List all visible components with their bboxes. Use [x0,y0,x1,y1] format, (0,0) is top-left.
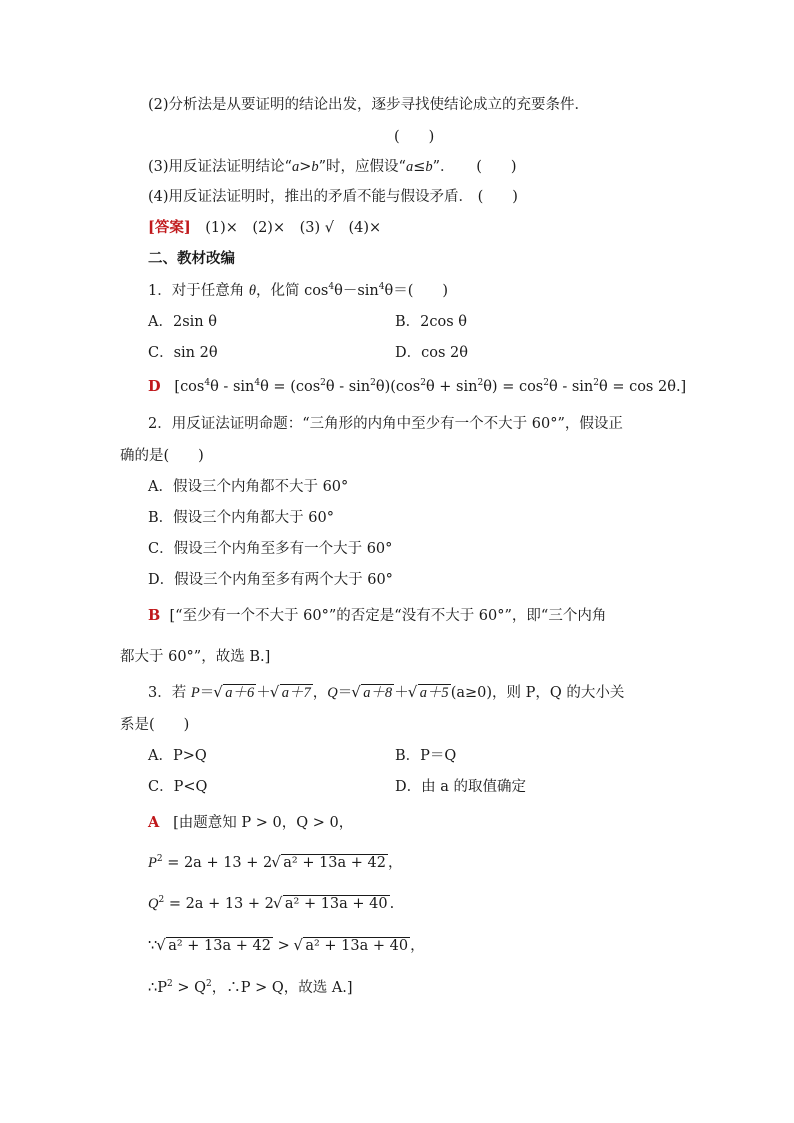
q2-answer-line1: B [“至少有一个不大于 60°”的否定是“没有不大于 60°”，即“三个内角 [148,607,607,624]
tf-item-3: (3)用反证法证明结论“a>b”时，应假设“a≤b”． ( ) [148,159,517,175]
q2-option-c: C．假设三个内角至多有一个大于 60° [148,541,393,557]
q3-option-d: D．由 a 的取值确定 [395,779,526,795]
q3-answer-line1: A [由题意知 P > 0，Q > 0， [148,814,354,831]
tf-item-2-paren: ( ) [394,129,435,145]
section-title: 二、教材改编 [148,250,235,267]
q1-option-a: A．2sin θ [148,314,217,330]
q1-option-c: C．sin 2θ [148,345,218,361]
q3-stem-line2: 系是( ) [120,717,190,733]
q2-stem-line1: 2．用反证法证明命题：“三角形的内角中至少有一个不大于 60°”，假设正 [148,416,623,432]
q3-option-c: C．P<Q [148,779,208,795]
q1-stem: 1．对于任意角 θ，化简 $\cos^4\theta-\sin^4\theta=$( ) [148,282,449,299]
q2-option-a: A．假设三个内角都不大于 60° [148,479,349,495]
q3-option-a: A．P>Q [148,748,207,764]
q2-stem-line2: 确的是( ) [120,448,204,464]
q3-stem-line1: 3．若 P＝√ a＋6 ＋√ a＋7 ，Q＝√ a＋8 ＋√ a＋5 (a≥0)，则 P，Q 的大小关 [148,683,624,703]
q3-option-b: B．P＝Q [395,748,457,764]
q2-option-b: B．假设三个内角都大于 60° [148,510,334,526]
q1-option-d: D．cos 2θ [395,345,468,361]
tf-answer: [答案] (1)× (2)× (3) √ (4)× [148,219,382,236]
q3-answer-line5: $\therefore P^2 > Q^2$，∴P > Q，故选 A.] [148,979,353,996]
q2-option-d: D．假设三个内角至多有两个大于 60° [148,572,393,588]
q1-answer: D $[\cos^4\theta - \sin^4\theta = (\cos^2\theta - \sin^2\theta)(\cos^2\theta + \sin^2\theta) = \cos^2\theta - \sin^2\theta = \cos 2\theta.]$ [148,378,687,395]
answer-tag: [答案] [148,219,191,236]
q3-answer-line3: $Q^2 = 2a + 13 + 2√$ a² + 13a + 40 . [148,894,394,914]
tf-item-2: (2)分析法是从要证明的结论出发，逐步寻找使结论成立的充要条件． [148,97,590,113]
q2-answer-line2: 都大于 60°”，故选 B.] [120,649,271,665]
q3-answer-line4: ∵√ a² + 13a + 42 > √ a² + 13a + 40 ， [148,936,425,956]
q1-option-b: B．2cos θ [395,314,468,330]
q3-answer-line2: $P^2 = 2a + 13 + 2√$ a² + 13a + 42 ， [148,853,403,873]
tf-item-4: (4)用反证法证明时，推出的矛盾不能与假设矛盾． ( ) [148,189,518,205]
